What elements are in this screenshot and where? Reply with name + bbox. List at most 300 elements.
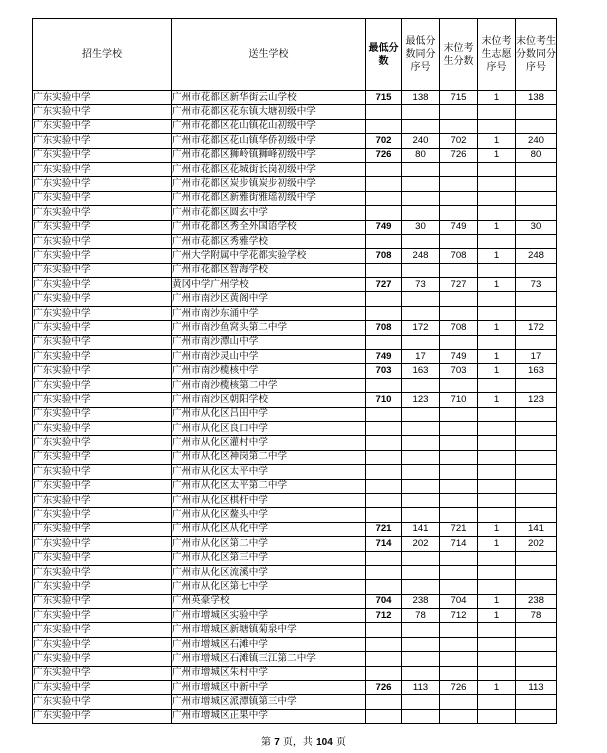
- table-row: [33, 522, 557, 536]
- school-cell: 广东实验中学: [33, 350, 172, 364]
- footer-page-number: 7: [274, 737, 280, 748]
- table-row: [33, 321, 557, 335]
- min-score-cell: 714: [366, 537, 402, 551]
- last-same-cell: 141: [516, 522, 557, 536]
- last-wish-cell: [478, 508, 516, 522]
- min-score-cell: [366, 565, 402, 579]
- last-wish-cell: [478, 263, 516, 277]
- last-wish-cell: [478, 378, 516, 392]
- last-wish-cell: 1: [478, 393, 516, 407]
- sender-cell: 广州市花都区花城街长岗初级中学: [172, 162, 366, 176]
- school-cell: 广东实验中学: [33, 206, 172, 220]
- sender-cell: 广州市从化区第二中学: [172, 537, 366, 551]
- last-wish-cell: 1: [478, 594, 516, 608]
- min-score-cell: [366, 234, 402, 248]
- sender-cell: 广州市增城区中新中学: [172, 681, 366, 695]
- min-score-cell: 726: [366, 148, 402, 162]
- last-score-cell: [440, 191, 478, 205]
- table-row: [33, 292, 557, 306]
- min-score-rank-cell: 123: [402, 393, 440, 407]
- school-cell: 广东实验中学: [33, 508, 172, 522]
- table-row: [33, 637, 557, 651]
- school-cell: 广东实验中学: [33, 709, 172, 723]
- footer-prefix: 第: [261, 737, 271, 748]
- last-same-cell: [516, 565, 557, 579]
- last-score-cell: [440, 709, 478, 723]
- table-row: [33, 148, 557, 162]
- last-score-cell: 714: [440, 537, 478, 551]
- sender-cell: 广州市花都区花东镇大塘初级中学: [172, 105, 366, 119]
- min-score-rank-cell: 248: [402, 249, 440, 263]
- min-score-cell: [366, 407, 402, 421]
- min-score-cell: [366, 479, 402, 493]
- last-score-cell: [440, 162, 478, 176]
- last-score-cell: 704: [440, 594, 478, 608]
- min-score-rank-cell: [402, 177, 440, 191]
- last-same-cell: [516, 421, 557, 435]
- sender-cell: 广州市增城区新塘镇菊泉中学: [172, 623, 366, 637]
- school-cell: 广东实验中学: [33, 537, 172, 551]
- table-row: [33, 220, 557, 234]
- min-score-rank-cell: [402, 695, 440, 709]
- min-score-cell: 708: [366, 249, 402, 263]
- last-score-cell: [440, 206, 478, 220]
- school-cell: 广东实验中学: [33, 695, 172, 709]
- last-wish-cell: [478, 565, 516, 579]
- min-score-cell: [366, 637, 402, 651]
- last-same-cell: [516, 177, 557, 191]
- min-score-cell: [366, 695, 402, 709]
- table-row: [33, 450, 557, 464]
- last-wish-cell: 1: [478, 364, 516, 378]
- table-row: [33, 278, 557, 292]
- table-row: [33, 177, 557, 191]
- school-cell: 广东实验中学: [33, 278, 172, 292]
- last-same-cell: 73: [516, 278, 557, 292]
- last-wish-cell: [478, 306, 516, 320]
- school-cell: 广东实验中学: [33, 148, 172, 162]
- last-wish-cell: [478, 105, 516, 119]
- sender-cell: 广州市从化区灌村中学: [172, 436, 366, 450]
- last-score-cell: [440, 177, 478, 191]
- table-row: [33, 306, 557, 320]
- min-score-rank-cell: [402, 292, 440, 306]
- last-wish-cell: 1: [478, 220, 516, 234]
- min-score-rank-cell: [402, 709, 440, 723]
- min-score-rank-cell: 80: [402, 148, 440, 162]
- min-score-rank-cell: 138: [402, 91, 440, 105]
- sender-cell: 广州市南沙区朝阳学校: [172, 393, 366, 407]
- last-same-cell: 138: [516, 91, 557, 105]
- min-score-cell: 749: [366, 350, 402, 364]
- school-cell: 广东实验中学: [33, 177, 172, 191]
- min-score-rank-cell: [402, 234, 440, 248]
- table-row: [33, 580, 557, 594]
- last-score-cell: [440, 378, 478, 392]
- table-row: [33, 206, 557, 220]
- school-cell: 广东实验中学: [33, 393, 172, 407]
- last-same-cell: [516, 407, 557, 421]
- last-same-cell: [516, 493, 557, 507]
- min-score-rank-cell: [402, 206, 440, 220]
- min-score-rank-cell: [402, 479, 440, 493]
- last-score-cell: [440, 105, 478, 119]
- school-cell: 广东实验中学: [33, 479, 172, 493]
- school-cell: 广东实验中学: [33, 321, 172, 335]
- header-sender: 送生学校: [172, 19, 366, 91]
- last-score-cell: [440, 407, 478, 421]
- table-row: [33, 537, 557, 551]
- last-same-cell: [516, 580, 557, 594]
- last-same-cell: [516, 436, 557, 450]
- last-wish-cell: [478, 234, 516, 248]
- sender-cell: 广州市花都区花山镇华侨初级中学: [172, 134, 366, 148]
- last-same-cell: [516, 652, 557, 666]
- last-score-cell: [440, 479, 478, 493]
- sender-cell: 广州市从化区鳌头中学: [172, 508, 366, 522]
- last-wish-cell: [478, 580, 516, 594]
- school-cell: 广东实验中学: [33, 220, 172, 234]
- school-cell: 广东实验中学: [33, 407, 172, 421]
- last-wish-cell: [478, 191, 516, 205]
- min-score-rank-cell: 113: [402, 681, 440, 695]
- min-score-cell: [366, 119, 402, 133]
- sender-cell: 广州市从化区第七中学: [172, 580, 366, 594]
- last-same-cell: 17: [516, 350, 557, 364]
- last-score-cell: [440, 450, 478, 464]
- last-same-cell: 240: [516, 134, 557, 148]
- sender-cell: 黄冈中学广州学校: [172, 278, 366, 292]
- table-row: [33, 623, 557, 637]
- min-score-cell: 726: [366, 681, 402, 695]
- min-score-cell: [366, 666, 402, 680]
- table-row: [33, 493, 557, 507]
- min-score-cell: [366, 177, 402, 191]
- table-row: [33, 335, 557, 349]
- last-wish-cell: 1: [478, 249, 516, 263]
- last-score-cell: 749: [440, 350, 478, 364]
- min-score-cell: 710: [366, 393, 402, 407]
- min-score-rank-cell: 202: [402, 537, 440, 551]
- table-row: [33, 364, 557, 378]
- table-row: [33, 465, 557, 479]
- min-score-cell: [366, 206, 402, 220]
- min-score-rank-cell: [402, 637, 440, 651]
- school-cell: 广东实验中学: [33, 551, 172, 565]
- last-same-cell: [516, 234, 557, 248]
- last-wish-cell: 1: [478, 278, 516, 292]
- table-row: [33, 191, 557, 205]
- last-score-cell: [440, 652, 478, 666]
- sender-cell: 广州市从化区太平中学: [172, 465, 366, 479]
- last-wish-cell: [478, 206, 516, 220]
- min-score-rank-cell: 17: [402, 350, 440, 364]
- school-cell: 广东实验中学: [33, 465, 172, 479]
- min-score-rank-cell: [402, 191, 440, 205]
- last-wish-cell: [478, 421, 516, 435]
- sender-cell: 广州英豪学校: [172, 594, 366, 608]
- sender-cell: 广州市南沙榄核中学: [172, 364, 366, 378]
- min-score-cell: [366, 162, 402, 176]
- min-score-cell: 712: [366, 609, 402, 623]
- last-wish-cell: 1: [478, 522, 516, 536]
- school-cell: 广东实验中学: [33, 119, 172, 133]
- sender-cell: 广州市增城区石滩镇三江第二中学: [172, 652, 366, 666]
- last-wish-cell: 1: [478, 350, 516, 364]
- last-same-cell: 248: [516, 249, 557, 263]
- min-score-rank-cell: [402, 652, 440, 666]
- last-wish-cell: 1: [478, 134, 516, 148]
- table-row: [33, 709, 557, 723]
- last-same-cell: [516, 306, 557, 320]
- school-cell: 广东实验中学: [33, 306, 172, 320]
- table-row: [33, 479, 557, 493]
- min-score-rank-cell: [402, 580, 440, 594]
- last-wish-cell: 1: [478, 321, 516, 335]
- school-cell: 广东实验中学: [33, 191, 172, 205]
- last-wish-cell: [478, 493, 516, 507]
- sender-cell: 广州大学附属中学花都实验学校: [172, 249, 366, 263]
- last-wish-cell: 1: [478, 91, 516, 105]
- min-score-rank-cell: [402, 119, 440, 133]
- last-wish-cell: [478, 119, 516, 133]
- last-same-cell: 172: [516, 321, 557, 335]
- min-score-cell: [366, 465, 402, 479]
- last-score-cell: [440, 565, 478, 579]
- last-score-cell: 708: [440, 321, 478, 335]
- min-score-cell: [366, 652, 402, 666]
- last-wish-cell: [478, 162, 516, 176]
- last-wish-cell: [478, 450, 516, 464]
- sender-cell: 广州市增城区石滩中学: [172, 637, 366, 651]
- min-score-cell: 708: [366, 321, 402, 335]
- min-score-rank-cell: 141: [402, 522, 440, 536]
- last-same-cell: [516, 378, 557, 392]
- table-row: [33, 350, 557, 364]
- min-score-cell: [366, 335, 402, 349]
- sender-cell: 广州市增城区朱村中学: [172, 666, 366, 680]
- footer-total-pages: 104: [316, 737, 333, 748]
- last-same-cell: 123: [516, 393, 557, 407]
- school-cell: 广东实验中学: [33, 493, 172, 507]
- last-score-cell: [440, 508, 478, 522]
- sender-cell: 广州市从化区吕田中学: [172, 407, 366, 421]
- last-wish-cell: [478, 652, 516, 666]
- last-same-cell: [516, 666, 557, 680]
- school-cell: 广东实验中学: [33, 162, 172, 176]
- last-same-cell: [516, 263, 557, 277]
- header-min-score-rank: 最低分数同分序号: [402, 19, 440, 91]
- footer-middle: 页，共: [282, 737, 313, 748]
- last-same-cell: [516, 162, 557, 176]
- table-row: [33, 378, 557, 392]
- school-cell: 广东实验中学: [33, 364, 172, 378]
- school-cell: 广东实验中学: [33, 637, 172, 651]
- last-wish-cell: [478, 335, 516, 349]
- last-score-cell: 727: [440, 278, 478, 292]
- last-score-cell: [440, 306, 478, 320]
- sender-cell: 广州市南沙潭山中学: [172, 335, 366, 349]
- sender-cell: 广州市花都区圆玄中学: [172, 206, 366, 220]
- last-same-cell: 80: [516, 148, 557, 162]
- min-score-rank-cell: 30: [402, 220, 440, 234]
- sender-cell: 广州市从化区良口中学: [172, 421, 366, 435]
- min-score-rank-cell: [402, 335, 440, 349]
- last-score-cell: [440, 234, 478, 248]
- last-score-cell: [440, 335, 478, 349]
- header-last-rank-same: 末位考生分数同分序号: [516, 19, 557, 91]
- last-wish-cell: [478, 465, 516, 479]
- table-row: [33, 234, 557, 248]
- table-row: [33, 508, 557, 522]
- min-score-cell: [366, 551, 402, 565]
- last-score-cell: 726: [440, 681, 478, 695]
- table-row: [33, 594, 557, 608]
- last-score-cell: 726: [440, 148, 478, 162]
- last-wish-cell: [478, 177, 516, 191]
- school-cell: 广东实验中学: [33, 681, 172, 695]
- last-same-cell: 113: [516, 681, 557, 695]
- school-cell: 广东实验中学: [33, 594, 172, 608]
- school-cell: 广东实验中学: [33, 450, 172, 464]
- table-row: [33, 565, 557, 579]
- last-score-cell: 708: [440, 249, 478, 263]
- footer-suffix: 页: [336, 737, 346, 748]
- last-score-cell: [440, 292, 478, 306]
- min-score-cell: 715: [366, 91, 402, 105]
- last-same-cell: [516, 206, 557, 220]
- min-score-cell: [366, 306, 402, 320]
- min-score-rank-cell: [402, 162, 440, 176]
- last-same-cell: [516, 292, 557, 306]
- min-score-rank-cell: [402, 450, 440, 464]
- min-score-rank-cell: [402, 565, 440, 579]
- last-wish-cell: [478, 637, 516, 651]
- last-wish-cell: 1: [478, 148, 516, 162]
- last-same-cell: 238: [516, 594, 557, 608]
- table-row: [33, 666, 557, 680]
- min-score-rank-cell: 73: [402, 278, 440, 292]
- table-row: [33, 105, 557, 119]
- sender-cell: 广州市增城区派潭镇第三中学: [172, 695, 366, 709]
- last-score-cell: [440, 436, 478, 450]
- last-score-cell: [440, 623, 478, 637]
- min-score-cell: 749: [366, 220, 402, 234]
- school-cell: 广东实验中学: [33, 436, 172, 450]
- last-same-cell: [516, 709, 557, 723]
- last-score-cell: [440, 695, 478, 709]
- min-score-cell: [366, 378, 402, 392]
- min-score-cell: [366, 450, 402, 464]
- table-row: [33, 652, 557, 666]
- min-score-rank-cell: [402, 623, 440, 637]
- min-score-cell: [366, 263, 402, 277]
- last-score-cell: 702: [440, 134, 478, 148]
- min-score-rank-cell: [402, 436, 440, 450]
- last-score-cell: [440, 666, 478, 680]
- min-score-cell: 702: [366, 134, 402, 148]
- min-score-rank-cell: [402, 378, 440, 392]
- last-wish-cell: [478, 407, 516, 421]
- table-row: [33, 249, 557, 263]
- school-cell: 广东实验中学: [33, 249, 172, 263]
- header-row: [33, 19, 557, 91]
- last-wish-cell: [478, 666, 516, 680]
- last-wish-cell: 1: [478, 537, 516, 551]
- last-same-cell: [516, 191, 557, 205]
- last-same-cell: [516, 479, 557, 493]
- table-row: [33, 695, 557, 709]
- table-row: [33, 421, 557, 435]
- last-same-cell: 30: [516, 220, 557, 234]
- school-cell: 广东实验中学: [33, 105, 172, 119]
- sender-cell: 广州市从化区第三中学: [172, 551, 366, 565]
- sender-cell: 广州市花都区狮岭镇狮峰初级中学: [172, 148, 366, 162]
- table-row: [33, 134, 557, 148]
- school-cell: 广东实验中学: [33, 565, 172, 579]
- min-score-rank-cell: 172: [402, 321, 440, 335]
- last-score-cell: [440, 580, 478, 594]
- last-same-cell: 202: [516, 537, 557, 551]
- school-cell: 广东实验中学: [33, 234, 172, 248]
- sender-cell: 广州市南沙鱼窝头第二中学: [172, 321, 366, 335]
- sender-cell: 广州市增城区正果中学: [172, 709, 366, 723]
- last-score-cell: [440, 637, 478, 651]
- last-wish-cell: [478, 709, 516, 723]
- min-score-rank-cell: [402, 551, 440, 565]
- last-same-cell: [516, 465, 557, 479]
- min-score-cell: [366, 709, 402, 723]
- header-last-rank-score: 末位考生分数: [440, 19, 478, 91]
- school-cell: 广东实验中学: [33, 580, 172, 594]
- sender-cell: 广州市增城区实验中学: [172, 609, 366, 623]
- sender-cell: 广州市花都区秀雅学校: [172, 234, 366, 248]
- last-same-cell: [516, 623, 557, 637]
- min-score-cell: 727: [366, 278, 402, 292]
- sender-cell: 广州市花都区新华街云山学校: [172, 91, 366, 105]
- sender-cell: 广州市从化区太平第二中学: [172, 479, 366, 493]
- page-footer: [0, 733, 607, 748]
- school-cell: 广东实验中学: [33, 522, 172, 536]
- last-score-cell: [440, 119, 478, 133]
- school-cell: 广东实验中学: [33, 421, 172, 435]
- sender-cell: 广州市南沙区黄阁中学: [172, 292, 366, 306]
- last-score-cell: 712: [440, 609, 478, 623]
- sender-cell: 广州市从化区神岗第二中学: [172, 450, 366, 464]
- school-cell: 广东实验中学: [33, 263, 172, 277]
- last-same-cell: [516, 637, 557, 651]
- min-score-cell: [366, 292, 402, 306]
- school-cell: 广东实验中学: [33, 91, 172, 105]
- min-score-rank-cell: [402, 493, 440, 507]
- last-score-cell: 749: [440, 220, 478, 234]
- min-score-rank-cell: 238: [402, 594, 440, 608]
- min-score-rank-cell: [402, 666, 440, 680]
- table-row: [33, 407, 557, 421]
- last-same-cell: [516, 119, 557, 133]
- last-score-cell: 721: [440, 522, 478, 536]
- last-score-cell: 715: [440, 91, 478, 105]
- sender-cell: 广州市花都区智海学校: [172, 263, 366, 277]
- last-same-cell: [516, 508, 557, 522]
- min-score-cell: 721: [366, 522, 402, 536]
- min-score-rank-cell: 240: [402, 134, 440, 148]
- min-score-rank-cell: [402, 465, 440, 479]
- sender-cell: 广州市花都区新雅街雅瑶初级中学: [172, 191, 366, 205]
- last-same-cell: 78: [516, 609, 557, 623]
- school-cell: 广东实验中学: [33, 378, 172, 392]
- table-row: [33, 393, 557, 407]
